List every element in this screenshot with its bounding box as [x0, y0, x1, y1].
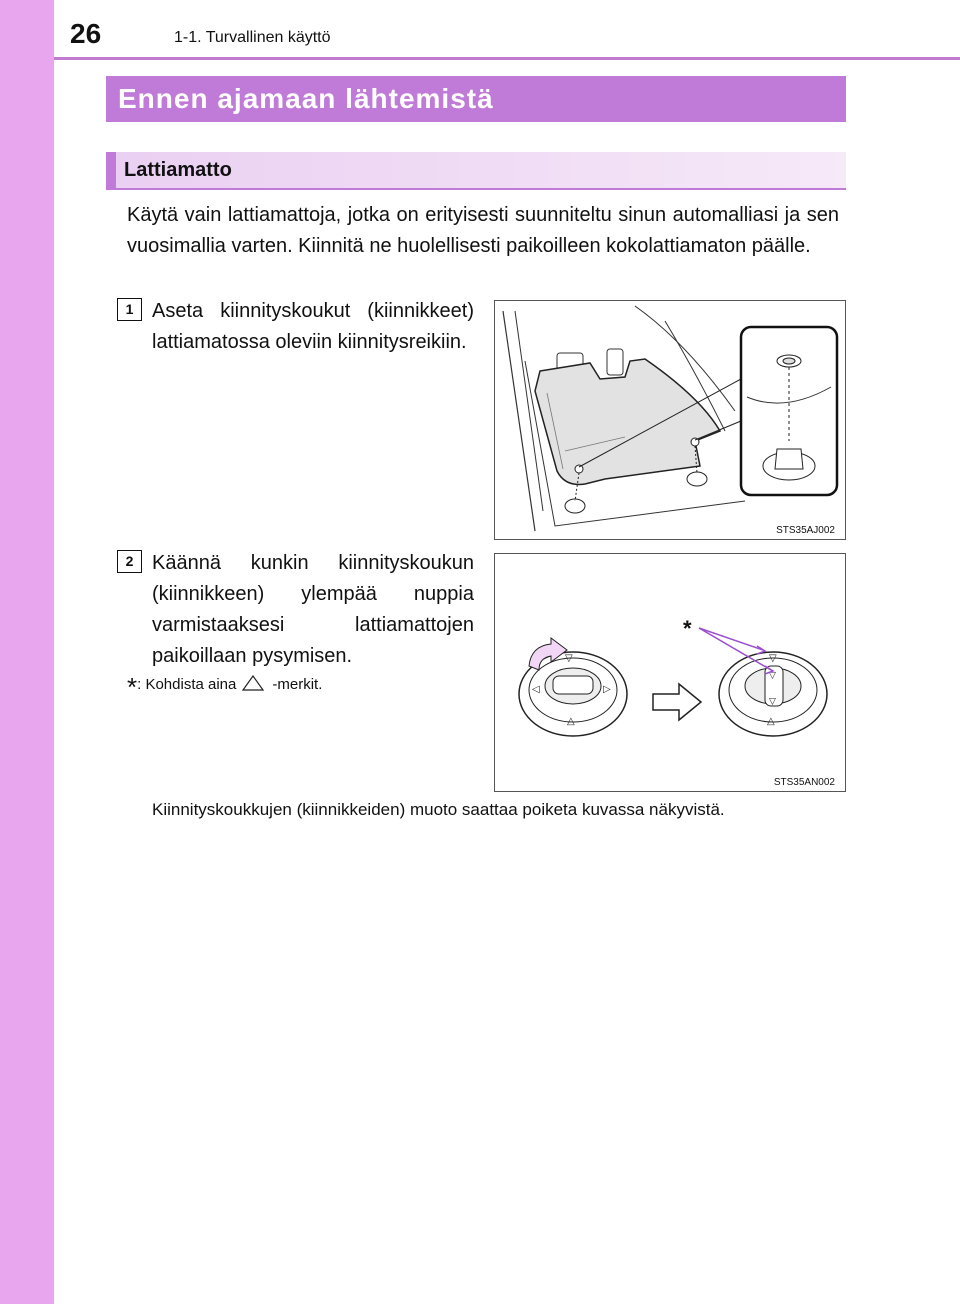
- footnote-marker: *: [127, 672, 138, 702]
- step-number-1: 1: [117, 298, 142, 321]
- figure-asterisk: *: [683, 616, 692, 641]
- svg-text:◁: ◁: [532, 684, 540, 695]
- knob-turn-illustration: [495, 554, 845, 791]
- side-color-strip: [0, 0, 54, 1304]
- footnote-prefix: : Kohdista aina: [137, 676, 237, 693]
- floor-mat-illustration: [495, 301, 845, 539]
- header-rule: [54, 57, 960, 60]
- svg-text:▷: ▷: [603, 684, 611, 695]
- subsection-header: [106, 152, 846, 190]
- triangle-mark-icon: [242, 675, 264, 691]
- step-text-2: Käännä kunkin kiinnityskoukun (kiinnikkeen) ylempää nuppia varmistaaksesi lattiamattojen paikoillaan pysymisen.: [152, 552, 474, 667]
- chapter-title: 1-1. Turvallinen käyttö: [174, 29, 331, 46]
- figure-code-2: STS35AN002: [773, 777, 835, 788]
- figure-code-1: STS35AJ002: [776, 525, 835, 536]
- page-number: 26: [70, 18, 102, 49]
- svg-text:▽: ▽: [769, 653, 777, 664]
- svg-text:△: △: [767, 716, 775, 727]
- figure-floor-mat: [494, 300, 846, 540]
- section-title: Ennen ajamaan lähtemistä: [118, 83, 494, 114]
- step-text-1: Aseta kiinnityskoukut (kiinnikkeet) lattiamatossa oleviin kiinnitysreikiin.: [152, 300, 474, 353]
- subsection-bar: [106, 152, 116, 188]
- figure-knob-turn: [494, 553, 846, 792]
- footnote-suffix: -merkit.: [272, 676, 323, 693]
- section-banner: [106, 76, 846, 122]
- svg-text:△: △: [567, 716, 575, 727]
- shape-note: Kiinnityskoukkujen (kiinnikkeiden) muoto saattaa poiketa kuvassa näkyvistä.: [152, 800, 725, 819]
- step-number-2: 2: [117, 550, 142, 573]
- subsection-title: Lattiamatto: [124, 159, 232, 181]
- svg-text:▽: ▽: [565, 653, 573, 664]
- footnote: [127, 672, 322, 703]
- svg-text:▽: ▽: [769, 696, 776, 706]
- svg-text:▽: ▽: [769, 670, 776, 680]
- intro-paragraph: Käytä vain lattiamattoja, jotka on erityisesti suunniteltu sinun automalliasi ja sen vuosimallia varten. Kiinnitä ne huolellisesti paikoilleen kokolattiamaton päälle.: [127, 204, 839, 257]
